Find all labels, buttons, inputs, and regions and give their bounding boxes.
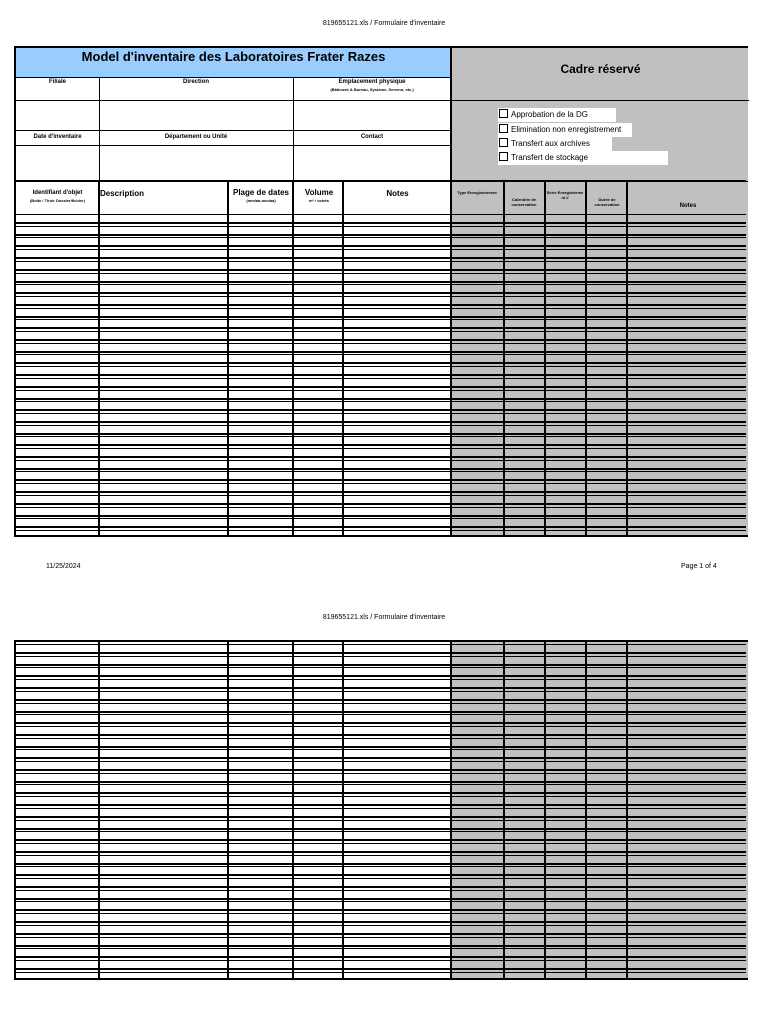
row-line	[16, 308, 746, 309]
checkbox-icon[interactable]	[499, 138, 508, 147]
col-duree: Durée de conservation	[594, 197, 620, 207]
row-line	[16, 471, 746, 472]
direction-field[interactable]	[100, 101, 293, 130]
row-line	[16, 945, 746, 947]
row-line	[16, 925, 746, 926]
checkbox-label: Approbation de la DG	[511, 110, 588, 119]
row-line	[16, 214, 746, 215]
row-line	[16, 792, 746, 794]
col-identifiant-sub: (Boîte / Tiroir Dossier/fichier)	[29, 198, 86, 203]
row-line	[16, 448, 746, 449]
row-line	[16, 796, 746, 797]
row-line	[16, 327, 746, 329]
direction-label: Direction	[182, 79, 209, 85]
emplacement-field[interactable]	[294, 101, 451, 130]
row-line	[16, 296, 746, 297]
row-line	[16, 413, 746, 414]
filiale-field[interactable]	[16, 101, 99, 130]
col-notes-reserved: Notes	[679, 203, 697, 209]
reserved-divider	[452, 100, 749, 101]
row-line	[16, 281, 746, 283]
row-line	[16, 839, 746, 841]
col-calendrier: Calendrie de conservation	[511, 197, 537, 207]
date-inventaire-field[interactable]	[16, 146, 99, 181]
reserved-section	[451, 48, 748, 181]
row-line	[16, 933, 746, 935]
row-line	[16, 851, 746, 853]
col-serie: Série Enregistreme nt #	[546, 190, 584, 200]
row-line	[16, 886, 746, 888]
checkbox-elimination[interactable]	[498, 123, 632, 137]
row-line	[16, 828, 746, 830]
col-type: Type Enregistrement	[457, 190, 497, 195]
row-line	[16, 738, 746, 739]
row-line	[16, 507, 746, 508]
row-line	[16, 909, 746, 911]
row-line	[16, 351, 746, 353]
row-line	[16, 284, 746, 285]
row-line	[16, 269, 746, 271]
row-line	[16, 901, 746, 902]
row-line	[16, 319, 746, 320]
row-line	[16, 483, 746, 484]
row-line	[16, 444, 746, 446]
contact-field[interactable]	[294, 146, 451, 181]
row-line	[16, 843, 746, 844]
contact-label: Contact	[360, 134, 384, 140]
row-line	[16, 761, 746, 762]
row-line	[16, 726, 746, 727]
emplacement-sublabel: (Bâtiment & Bureau, Système, Serveur, etc.)	[330, 87, 414, 92]
row-line	[16, 398, 746, 400]
row-line	[16, 960, 746, 961]
row-line	[16, 866, 746, 867]
row-line	[16, 746, 746, 748]
checkbox-label: Transfert de stockage	[511, 153, 589, 162]
row-line	[16, 667, 746, 668]
checkbox-label: Transfert aux archives	[511, 139, 590, 148]
reserved-columns	[451, 642, 748, 978]
row-line	[16, 878, 746, 879]
row-line	[16, 386, 746, 388]
row-line	[16, 456, 746, 458]
row-line	[16, 711, 746, 713]
checkbox-transfert-stockage[interactable]	[498, 151, 668, 165]
row-line	[16, 820, 746, 821]
row-line	[16, 249, 746, 250]
divider	[450, 642, 452, 978]
inventory-form-continued	[14, 640, 748, 980]
row-line	[16, 808, 746, 809]
row-line	[16, 343, 746, 344]
row-line	[16, 526, 746, 528]
row-line	[16, 769, 746, 771]
row-line	[16, 468, 746, 470]
divider	[16, 130, 451, 131]
col-plage: Plage de dates	[232, 188, 290, 197]
checkbox-icon[interactable]	[499, 124, 508, 133]
row-line	[16, 773, 746, 774]
row-line	[16, 491, 746, 493]
row-line	[16, 722, 746, 724]
row-line	[16, 222, 746, 224]
col-volume: Volume	[304, 188, 334, 197]
emplacement-label: Emplacement physique	[338, 79, 406, 85]
row-line	[16, 401, 746, 402]
date-inventaire-label: Date d'inventaire	[33, 134, 82, 140]
divider	[544, 642, 546, 978]
page-header: 819655121.xls / Formulaire d'inventaire	[322, 20, 446, 27]
row-line	[16, 831, 746, 832]
row-line	[16, 421, 746, 423]
row-line	[16, 237, 746, 238]
row-line	[16, 687, 746, 689]
row-line	[16, 691, 746, 692]
row-line	[16, 956, 746, 958]
filiale-label: Filiale	[48, 79, 66, 85]
row-line	[16, 644, 746, 645]
row-line	[16, 245, 746, 247]
divider	[98, 642, 100, 978]
col-notes: Notes	[386, 189, 409, 198]
row-line	[16, 968, 746, 970]
divider	[292, 642, 294, 978]
col-identifiant: Identifiant d'objet	[32, 190, 83, 196]
row-line	[16, 948, 746, 949]
row-line	[16, 304, 746, 306]
divider	[503, 642, 505, 978]
row-line	[16, 703, 746, 704]
inventory-form	[14, 46, 748, 537]
row-line	[16, 781, 746, 783]
row-line	[16, 652, 746, 654]
divider	[227, 642, 229, 978]
col-description: Description	[100, 189, 145, 198]
row-line	[16, 898, 746, 900]
row-line	[16, 749, 746, 750]
row-line	[16, 921, 746, 923]
row-line	[16, 354, 746, 355]
divider	[626, 642, 628, 978]
row-line	[16, 366, 746, 367]
row-line	[16, 479, 746, 481]
page-header: 819655121.xls / Formulaire d'inventaire	[322, 614, 446, 621]
row-line	[16, 495, 746, 496]
row-line	[16, 675, 746, 677]
checkbox-approbation[interactable]	[498, 108, 616, 122]
departement-field[interactable]	[100, 146, 293, 181]
row-line	[16, 316, 746, 318]
row-line	[16, 937, 746, 938]
checkbox-label: Elimination non enregistrement	[511, 125, 622, 134]
row-line	[16, 699, 746, 701]
row-line	[16, 339, 746, 341]
divider	[342, 642, 344, 978]
row-line	[16, 362, 746, 364]
row-line	[16, 436, 746, 437]
row-line	[16, 656, 746, 657]
reserved-title: Cadre réservé	[560, 62, 641, 76]
row-line	[16, 273, 746, 274]
row-line	[16, 757, 746, 759]
row-line	[16, 257, 746, 259]
row-line	[16, 855, 746, 856]
col-volume-sub: m³ / octets	[308, 198, 329, 203]
row-line	[16, 261, 746, 262]
row-line	[16, 515, 746, 517]
row-line	[16, 425, 746, 426]
row-line	[16, 714, 746, 715]
row-line	[16, 234, 746, 236]
departement-label: Département ou Unité	[164, 134, 228, 140]
row-line	[16, 530, 746, 531]
form-title: Model d'inventaire des Laboratoires Frater Razes	[16, 48, 451, 78]
row-line	[16, 913, 746, 914]
row-line	[16, 433, 746, 435]
row-line	[16, 518, 746, 519]
row-line	[16, 816, 746, 818]
row-line	[16, 734, 746, 736]
row-line	[16, 664, 746, 666]
row-line	[16, 804, 746, 806]
row-line	[16, 226, 746, 227]
checkbox-icon[interactable]	[499, 109, 508, 118]
checkbox-transfert-archives[interactable]	[498, 137, 612, 151]
row-line	[16, 784, 746, 785]
row-line	[16, 890, 746, 891]
divider	[585, 642, 587, 978]
row-line	[16, 378, 746, 379]
row-line	[16, 331, 746, 332]
row-line	[16, 390, 746, 391]
row-line	[16, 503, 746, 505]
footer-page: Page 1 of 4	[681, 563, 717, 570]
row-line	[16, 460, 746, 461]
checkbox-icon[interactable]	[499, 152, 508, 161]
row-line	[16, 374, 746, 376]
row-line	[16, 679, 746, 680]
row-line	[16, 874, 746, 876]
row-line	[16, 292, 746, 294]
row-line	[16, 863, 746, 865]
row-line	[16, 409, 746, 411]
col-plage-sub: (mm/aa-mm/aa)	[246, 198, 276, 203]
row-line	[16, 972, 746, 973]
footer-date: 11/25/2024	[46, 563, 81, 570]
